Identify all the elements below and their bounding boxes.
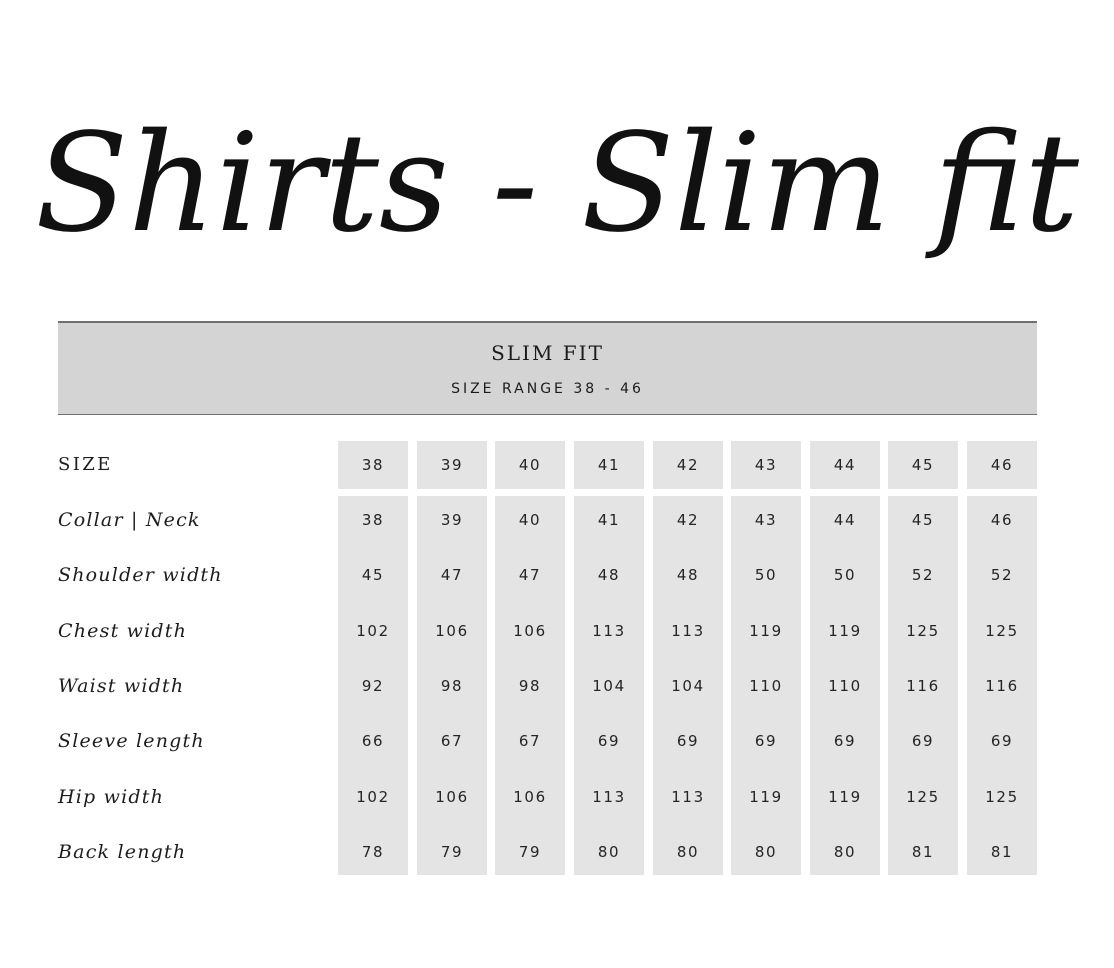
measurement-cell: 98 — [518, 677, 542, 695]
measurement-cell: 69 — [911, 732, 935, 750]
size-range-header — [58, 321, 1037, 415]
measurement-cell: 110 — [749, 677, 783, 695]
measurement-cell: 104 — [592, 677, 626, 695]
measurement-cell: 48 — [597, 566, 621, 584]
measurement-cell: 45 — [361, 566, 385, 584]
measurement-cell: 50 — [833, 566, 857, 584]
size-range-subtitle: SIZE RANGE 38 - 46 — [451, 381, 644, 397]
measurement-cell: 79 — [440, 843, 464, 861]
size-row-label: SIZE — [58, 454, 113, 475]
row-label-back-length: Back length — [58, 841, 187, 863]
measurement-cell: 113 — [592, 622, 626, 640]
measurement-cell: 106 — [435, 788, 469, 806]
measurement-cell: 102 — [356, 788, 390, 806]
size-header-cell: 45 — [911, 456, 935, 474]
measurement-cell: 44 — [833, 511, 857, 529]
title-area — [0, 70, 1114, 290]
measurement-cell: 48 — [676, 566, 700, 584]
measurement-cell: 39 — [440, 511, 464, 529]
size-header-cell: 46 — [990, 456, 1014, 474]
measurement-cell: 116 — [906, 677, 940, 695]
measurement-cell: 98 — [440, 677, 464, 695]
measurement-cell: 106 — [513, 788, 547, 806]
measurement-cell: 102 — [356, 622, 390, 640]
measurement-cell: 125 — [906, 788, 940, 806]
size-header-cell: 42 — [676, 456, 700, 474]
measurement-cell: 52 — [990, 566, 1014, 584]
measurement-cell: 81 — [911, 843, 935, 861]
measurement-cell: 50 — [754, 566, 778, 584]
measurement-cell: 125 — [906, 622, 940, 640]
measurement-cell: 125 — [985, 622, 1019, 640]
measurement-cell: 81 — [990, 843, 1014, 861]
measurement-cell: 119 — [749, 622, 783, 640]
measurement-cell: 80 — [754, 843, 778, 861]
measurement-cell: 119 — [828, 622, 862, 640]
row-label-shoulder-width: Shoulder width — [58, 564, 223, 586]
measurement-cell: 119 — [828, 788, 862, 806]
measurement-cell: 69 — [754, 732, 778, 750]
measurement-cell: 113 — [671, 788, 705, 806]
measurement-cell: 47 — [440, 566, 464, 584]
size-chart-table — [58, 441, 1037, 875]
measurement-cell: 125 — [985, 788, 1019, 806]
row-label-hip-width: Hip width — [58, 786, 165, 808]
size-header-cell: 40 — [518, 456, 542, 474]
measurement-cell: 116 — [985, 677, 1019, 695]
page-title-graphic — [0, 70, 1114, 290]
fit-title: SLIM FIT — [491, 341, 604, 365]
size-header-cell: 41 — [597, 456, 621, 474]
size-header-cell: 43 — [754, 456, 778, 474]
measurement-cell: 69 — [990, 732, 1014, 750]
measurement-cell: 80 — [597, 843, 621, 861]
measurement-cell: 119 — [749, 788, 783, 806]
measurement-cell: 110 — [828, 677, 862, 695]
row-label-waist-width: Waist width — [58, 675, 185, 697]
measurement-cell: 41 — [597, 511, 621, 529]
measurement-cell: 47 — [518, 566, 542, 584]
measurement-cell: 46 — [990, 511, 1014, 529]
size-header-cell: 39 — [440, 456, 464, 474]
row-label-chest-width: Chest width — [58, 620, 188, 642]
measurement-cell: 106 — [513, 622, 547, 640]
measurement-cell: 69 — [597, 732, 621, 750]
measurement-cell: 67 — [440, 732, 464, 750]
measurement-cell: 42 — [676, 511, 700, 529]
row-label-collar-neck: Collar | Neck — [58, 509, 201, 531]
measurement-cell: 43 — [754, 511, 778, 529]
measurement-cell: 104 — [671, 677, 705, 695]
measurement-cell: 113 — [592, 788, 626, 806]
measurement-cell: 78 — [361, 843, 385, 861]
size-header-cell: 38 — [361, 456, 385, 474]
measurement-cell: 67 — [518, 732, 542, 750]
row-label-sleeve-length: Sleeve length — [58, 730, 205, 752]
measurement-cell: 52 — [911, 566, 935, 584]
measurement-cell: 79 — [518, 843, 542, 861]
measurement-cell: 106 — [435, 622, 469, 640]
measurement-cell: 66 — [361, 732, 385, 750]
measurement-cell: 69 — [833, 732, 857, 750]
measurement-cell: 38 — [361, 511, 385, 529]
size-header-cell: 44 — [833, 456, 857, 474]
measurement-cell: 80 — [833, 843, 857, 861]
page-title: Shirts - Slim fit — [35, 105, 1079, 263]
measurement-cell: 69 — [676, 732, 700, 750]
measurement-cell: 80 — [676, 843, 700, 861]
measurement-cell: 113 — [671, 622, 705, 640]
measurement-cell: 45 — [911, 511, 935, 529]
measurement-cell: 92 — [361, 677, 385, 695]
measurement-cell: 40 — [518, 511, 542, 529]
